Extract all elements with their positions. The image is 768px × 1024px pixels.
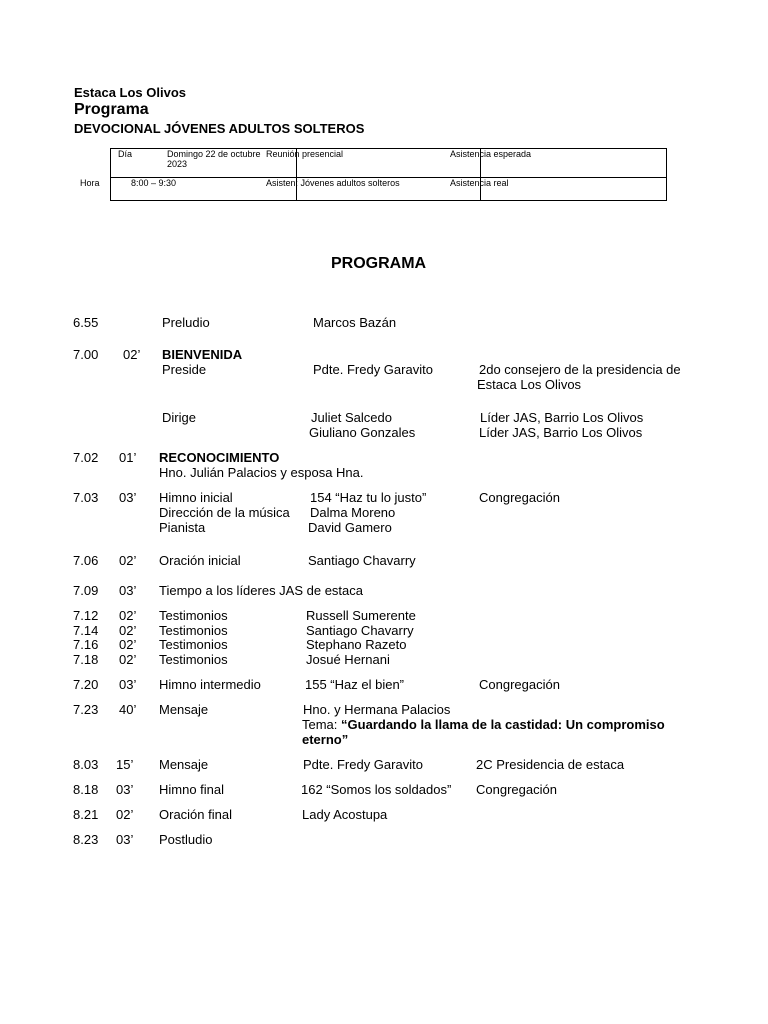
stake-name: Estaca Los Olivos bbox=[74, 85, 186, 100]
item-person: Hno. y Hermana Palacios bbox=[303, 702, 451, 717]
item-duration: 03’ bbox=[116, 832, 134, 847]
item-person: Marcos Bazán bbox=[313, 315, 397, 330]
item-person: Lady Acostupa bbox=[302, 807, 388, 822]
item-detail: Hno. Julián Palacios y esposa Hna. bbox=[159, 465, 364, 480]
item-title: Mensaje bbox=[159, 702, 209, 717]
program-heading: Programa bbox=[74, 101, 149, 118]
item-title: BIENVENIDA bbox=[162, 347, 243, 362]
hora-label: Hora bbox=[80, 178, 100, 188]
item-duration: 03’ bbox=[119, 677, 137, 692]
preside-role-cont: Estaca Los Olivos bbox=[477, 377, 582, 392]
item-person: Pdte. Fredy Garavito bbox=[303, 757, 423, 772]
item-title: Testimonios bbox=[159, 637, 228, 652]
item-person: Russell Sumerente bbox=[306, 608, 416, 623]
item-title: RECONOCIMIENTO bbox=[159, 450, 280, 465]
expected-attendance: Asistencia esperada bbox=[450, 149, 532, 159]
dia-label: Día bbox=[118, 149, 133, 159]
item-duration: 02’ bbox=[123, 347, 141, 362]
item-person: Stephano Razeto bbox=[306, 637, 407, 652]
preside-label: Preside bbox=[162, 362, 207, 377]
pianista-label: Pianista bbox=[159, 520, 206, 535]
item-time: 8.18 bbox=[73, 782, 99, 797]
item-time: 7.16 bbox=[73, 637, 99, 652]
hora-value: 8:00 – 9:30 bbox=[131, 178, 177, 188]
item-time: 7.20 bbox=[73, 677, 99, 692]
item-time: 7.00 bbox=[73, 347, 99, 362]
item-time: 8.23 bbox=[73, 832, 99, 847]
item-duration: 03’ bbox=[119, 583, 137, 598]
item-time: 8.21 bbox=[73, 807, 99, 822]
attendees: Asisten: Jóvenes adultos solteros bbox=[266, 178, 400, 188]
item-title: Himno intermedio bbox=[159, 677, 261, 692]
item-title: Preludio bbox=[162, 315, 210, 330]
item-who: Congregación bbox=[476, 782, 557, 797]
item-duration: 02’ bbox=[119, 553, 137, 568]
tema-label: Tema: bbox=[302, 717, 338, 732]
tema-text: “Guardando la llama de la castidad: Un compromiso bbox=[341, 717, 665, 732]
item-duration: 02’ bbox=[119, 608, 137, 623]
item-title: Testimonios bbox=[159, 652, 228, 667]
item-duration: 40’ bbox=[119, 702, 137, 717]
preside-person: Pdte. Fredy Garavito bbox=[313, 362, 433, 377]
dirige-role: Líder JAS, Barrio Los Olivos bbox=[479, 425, 643, 440]
item-time: 7.18 bbox=[73, 652, 99, 667]
item-time: 6.55 bbox=[73, 315, 99, 330]
item-duration: 03’ bbox=[119, 490, 137, 505]
item-who: Congregación bbox=[479, 490, 560, 505]
event-title: DEVOCIONAL JÓVENES ADULTOS SOLTEROS bbox=[74, 121, 365, 136]
item-title: Himno final bbox=[159, 782, 225, 797]
item-duration: 02’ bbox=[119, 623, 137, 638]
item-hymn: 162 “Somos los soldados” bbox=[301, 782, 452, 797]
item-time: 7.23 bbox=[73, 702, 99, 717]
dirige-person: Giuliano Gonzales bbox=[309, 425, 416, 440]
item-person: Josué Hernani bbox=[306, 652, 390, 667]
item-time: 7.12 bbox=[73, 608, 99, 623]
meeting-type: Reunión presencial bbox=[266, 149, 344, 159]
item-title: Himno inicial bbox=[159, 490, 233, 505]
preside-role: 2do consejero de la presidencia de bbox=[479, 362, 681, 377]
item-duration: 03’ bbox=[116, 782, 134, 797]
dirige-label: Dirige bbox=[162, 410, 196, 425]
item-title: Oración inicial bbox=[159, 553, 241, 568]
item-hymn: 154 “Haz tu lo justo” bbox=[310, 490, 427, 505]
item-title: Postludio bbox=[159, 832, 213, 847]
item-time: 8.03 bbox=[73, 757, 99, 772]
dia-value-line2: 2023 bbox=[167, 159, 188, 169]
item-duration: 02’ bbox=[119, 637, 137, 652]
item-duration: 15’ bbox=[116, 757, 134, 772]
item-duration: 01’ bbox=[119, 450, 137, 465]
item-person: Santiago Chavarry bbox=[308, 553, 416, 568]
item-role: 2C Presidencia de estaca bbox=[476, 757, 625, 772]
item-time: 7.02 bbox=[73, 450, 99, 465]
dirige-role: Líder JAS, Barrio Los Olivos bbox=[480, 410, 644, 425]
item-duration: 02’ bbox=[119, 652, 137, 667]
item-title: Tiempo a los líderes JAS de estaca bbox=[159, 583, 364, 598]
item-time: 7.06 bbox=[73, 553, 99, 568]
item-time: 7.03 bbox=[73, 490, 99, 505]
pianista-person: David Gamero bbox=[308, 520, 392, 535]
item-person: Santiago Chavarry bbox=[306, 623, 414, 638]
item-time: 7.09 bbox=[73, 583, 99, 598]
dirige-person: Juliet Salcedo bbox=[311, 410, 392, 425]
dia-value-line1: Domingo 22 de octubre bbox=[167, 149, 261, 159]
item-title: Mensaje bbox=[159, 757, 209, 772]
item-duration: 02’ bbox=[116, 807, 134, 822]
direccion-label: Dirección de la música bbox=[159, 505, 290, 520]
item-time: 7.14 bbox=[73, 623, 99, 638]
item-title: Oración final bbox=[159, 807, 232, 822]
tema-line bbox=[302, 717, 665, 732]
item-hymn: 155 “Haz el bien” bbox=[305, 677, 404, 692]
actual-attendance: Asistencia real bbox=[450, 178, 509, 188]
tema-text-cont: eterno” bbox=[302, 732, 349, 747]
item-title: Testimonios bbox=[159, 608, 228, 623]
item-who: Congregación bbox=[479, 677, 560, 692]
section-title: PROGRAMA bbox=[331, 255, 427, 272]
item-title: Testimonios bbox=[159, 623, 228, 638]
direccion-person: Dalma Moreno bbox=[310, 505, 396, 520]
